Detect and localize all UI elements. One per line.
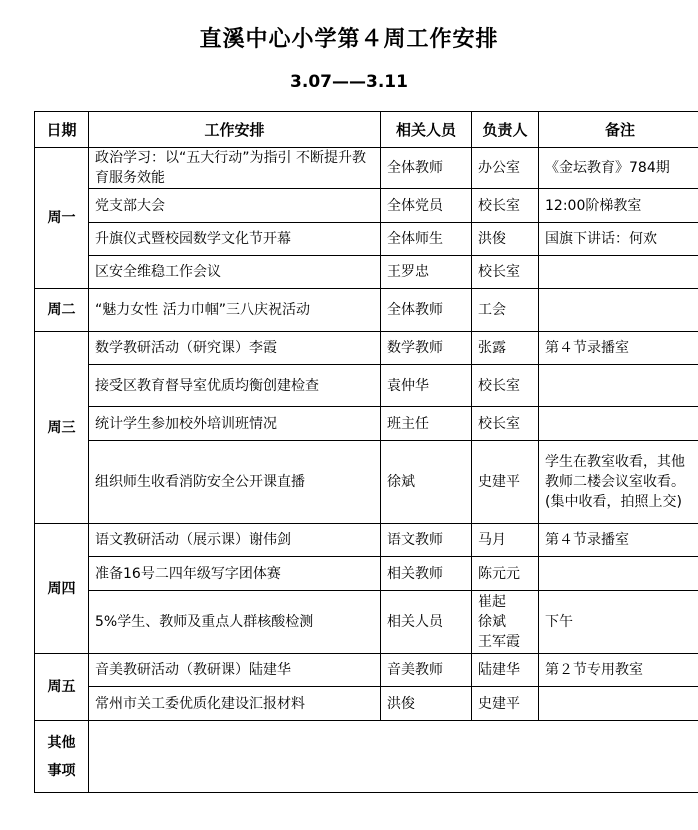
header-date: 日期: [35, 112, 89, 148]
lead-cell: 马月: [472, 524, 539, 557]
other-matters-content: [89, 721, 698, 793]
task-cell: 常州市关工委优质化建设汇报材料: [89, 687, 381, 721]
other-matters-row: [35, 721, 698, 793]
task-cell: 准备16号二四年级写字团体赛: [89, 557, 381, 591]
lead-cell: 张露: [472, 332, 539, 365]
lead-cell: 崔起 徐斌 王军霞: [472, 591, 539, 654]
people-cell: 音美教师: [381, 654, 472, 687]
day-tuesday: 周二: [35, 289, 89, 332]
table-row: [35, 654, 698, 687]
lead-cell: 洪俊: [472, 223, 539, 256]
day-friday: 周五: [35, 654, 89, 721]
people-cell: 洪俊: [381, 687, 472, 721]
day-wednesday: 周三: [35, 332, 89, 524]
table-row: [35, 332, 698, 365]
header-lead: 负责人: [472, 112, 539, 148]
note-cell: [539, 289, 698, 332]
task-cell: 接受区教育督导室优质均衡创建检查: [89, 365, 381, 407]
lead-cell: 工会: [472, 289, 539, 332]
lead-cell: 校长室: [472, 189, 539, 223]
task-cell: 党支部大会: [89, 189, 381, 223]
task-cell: 统计学生参加校外培训班情况: [89, 407, 381, 441]
note-cell: 12:00阶梯教室: [539, 189, 698, 223]
task-cell: “魅力女性 活力巾帼”三八庆祝活动: [89, 289, 381, 332]
task-cell: 区安全维稳工作会议: [89, 256, 381, 289]
people-cell: 袁仲华: [381, 365, 472, 407]
table-row: [35, 407, 698, 441]
table-row: [35, 591, 698, 654]
note-cell: 第４节录播室: [539, 524, 698, 557]
table-row: [35, 365, 698, 407]
document-title: 直溪中心小学第４周工作安排: [199, 27, 499, 52]
schedule-table: [34, 111, 698, 793]
note-cell: 学生在教室收看，其他教师二楼会议室收看。(集中收看，拍照上交): [539, 441, 698, 524]
note-cell: [539, 365, 698, 407]
task-cell: 语文教研活动（展示课）谢伟剑: [89, 524, 381, 557]
table-row: [35, 687, 698, 721]
note-cell: [539, 407, 698, 441]
table-row: [35, 524, 698, 557]
lead-cell: 陆建华: [472, 654, 539, 687]
table-row: [35, 441, 698, 524]
people-cell: 语文教师: [381, 524, 472, 557]
date-range: 3.07——3.11: [290, 72, 408, 92]
note-cell: [539, 256, 698, 289]
note-cell: 国旗下讲话：何欢: [539, 223, 698, 256]
header-task: 工作安排: [89, 112, 381, 148]
note-cell: [539, 687, 698, 721]
note-cell: 《金坛教育》784期: [539, 148, 698, 189]
task-cell: 组织师生收看消防安全公开课直播: [89, 441, 381, 524]
table-row: [35, 223, 698, 256]
note-cell: 下午: [539, 591, 698, 654]
note-cell: 第４节录播室: [539, 332, 698, 365]
header-note: 备注: [539, 112, 698, 148]
lead-cell: 校长室: [472, 365, 539, 407]
lead-cell: 校长室: [472, 407, 539, 441]
lead-cell: 校长室: [472, 256, 539, 289]
people-cell: 徐斌: [381, 441, 472, 524]
note-cell: 第２节专用教室: [539, 654, 698, 687]
people-cell: 相关教师: [381, 557, 472, 591]
task-cell: 音美教研活动（教研课）陆建华: [89, 654, 381, 687]
table-row: [35, 148, 698, 189]
lead-cell: 陈元元: [472, 557, 539, 591]
people-cell: 班主任: [381, 407, 472, 441]
table-row: [35, 256, 698, 289]
lead-cell: 史建平: [472, 441, 539, 524]
people-cell: 全体教师: [381, 148, 472, 189]
note-cell: [539, 557, 698, 591]
table-row: [35, 189, 698, 223]
other-matters-label: 其他 事项: [35, 721, 89, 793]
day-monday: 周一: [35, 148, 89, 289]
lead-cell: 史建平: [472, 687, 539, 721]
people-cell: 相关人员: [381, 591, 472, 654]
table-header-row: [35, 112, 698, 148]
people-cell: 全体党员: [381, 189, 472, 223]
lead-cell: 办公室: [472, 148, 539, 189]
task-cell: 数学教研活动（研究课）李霞: [89, 332, 381, 365]
table-row: [35, 289, 698, 332]
day-thursday: 周四: [35, 524, 89, 654]
people-cell: 王罗忠: [381, 256, 472, 289]
task-cell: 5%学生、教师及重点人群核酸检测: [89, 591, 381, 654]
people-cell: 全体教师: [381, 289, 472, 332]
header-people: 相关人员: [381, 112, 472, 148]
task-cell: 政治学习：以“五大行动”为指引 不断提升教育服务效能: [89, 148, 381, 189]
people-cell: 数学教师: [381, 332, 472, 365]
people-cell: 全体师生: [381, 223, 472, 256]
task-cell: 升旗仪式暨校园数学文化节开幕: [89, 223, 381, 256]
table-row: [35, 557, 698, 591]
